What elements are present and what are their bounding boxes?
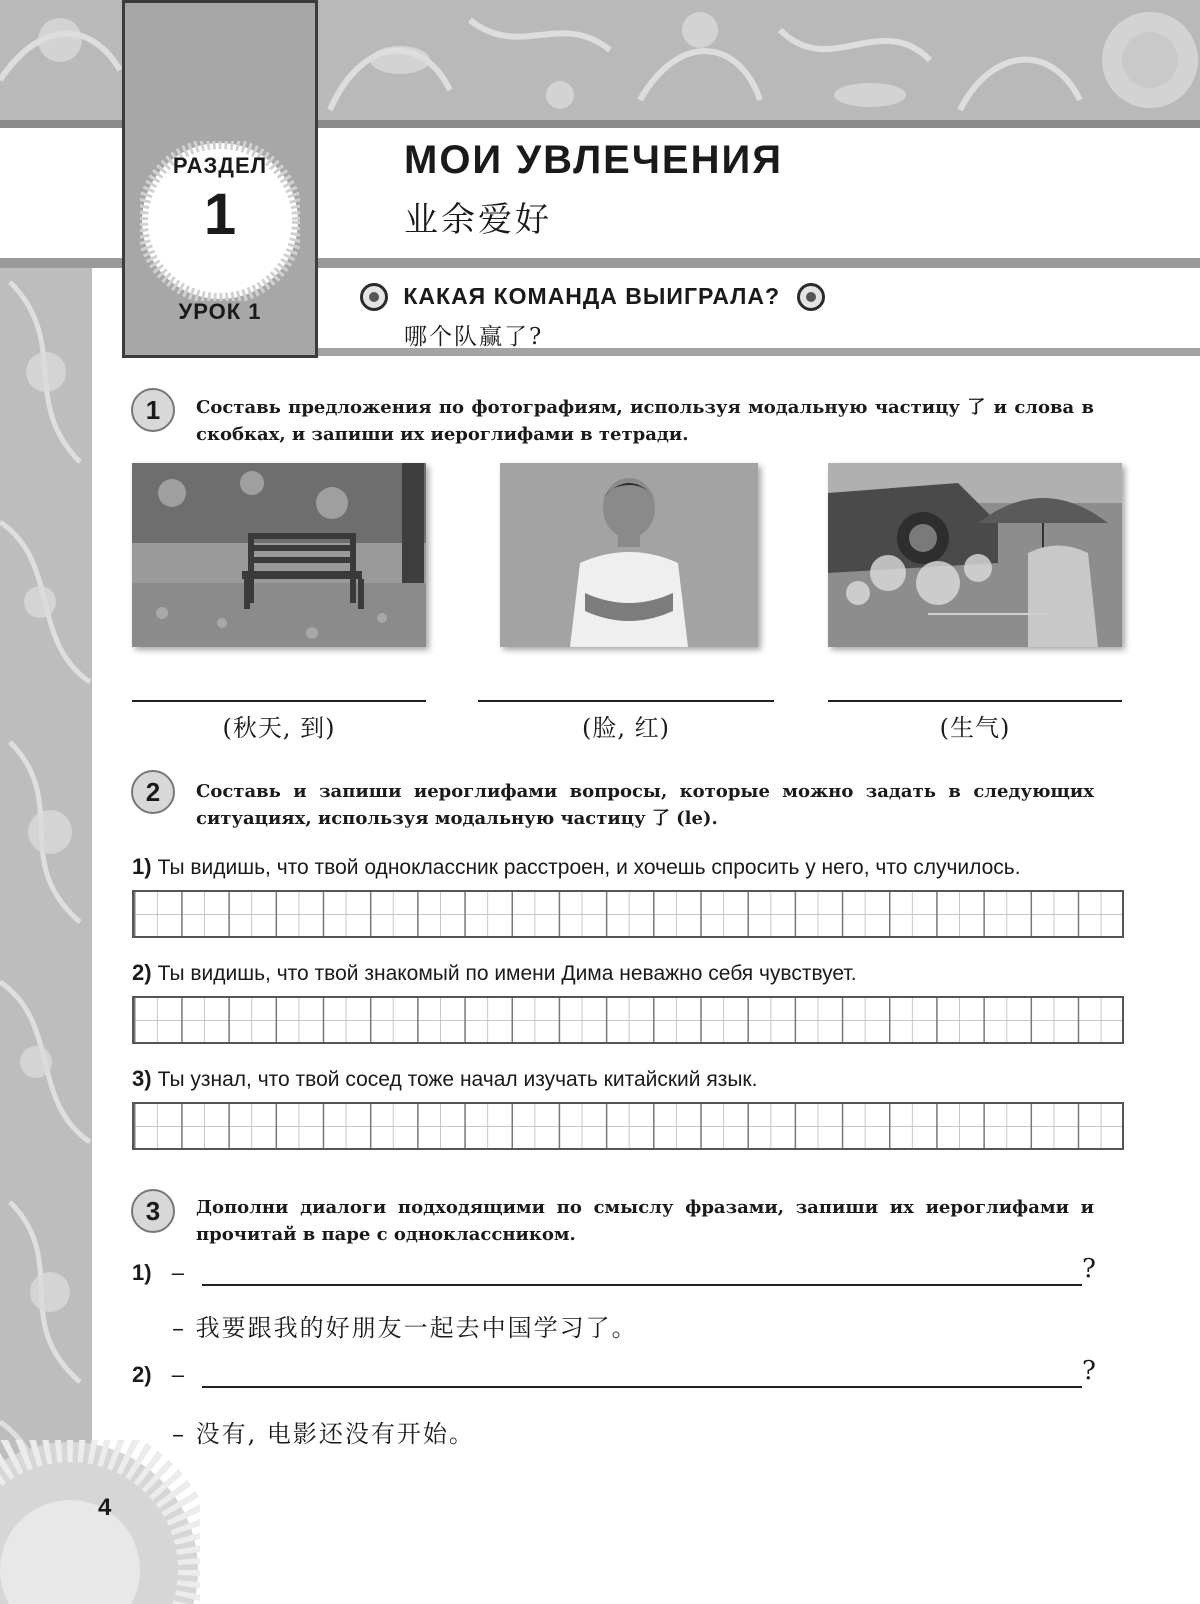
hint-2: (脸, 红) <box>582 714 670 742</box>
dialog-1-reply: – 我要跟我的好朋友一起去中国学习了。 <box>172 1314 638 1342</box>
question-3 <box>132 1066 757 1092</box>
question-1-text: Ты видишь, что твой одноклассник расстроен, и хочешь спросить у него, что случилось. <box>157 856 1021 879</box>
dialog-1-label <box>132 1260 184 1286</box>
writing-grid-1[interactable] <box>132 890 1124 938</box>
exercise-2-instructions: Составь и запиши иероглифами вопросы, которые можно задать в следующих ситуациях, используя модальную частицу 了 (le). <box>196 781 1094 829</box>
exercise-number-3: 3 <box>131 1189 175 1233</box>
question-3-text: Ты узнал, что твой сосед тоже начал изучать китайский язык. <box>157 1068 758 1091</box>
exercise-1-instructions: Составь предложения по фотографиям, используя модальную частицу 了 и слова в скобках, и запиши их иероглифами в тетради. <box>196 397 1094 445</box>
audio-disc-icon[interactable] <box>360 283 388 311</box>
exercise-number-2: 2 <box>131 770 175 814</box>
writing-grid-2[interactable] <box>132 996 1124 1044</box>
answer-line-2[interactable] <box>478 700 774 702</box>
lesson-label: УРОК 1 <box>178 299 262 324</box>
audio-disc-icon[interactable] <box>797 283 825 311</box>
exercise-number-1: 1 <box>131 388 175 432</box>
page-title: МОИ УВЛЕЧЕНИЯ <box>404 138 783 182</box>
question-1 <box>132 854 1021 880</box>
dialog-1-question-mark: ? <box>1082 1254 1096 1284</box>
lesson-title: КАКАЯ КОМАНДА ВЫИГРАЛА? <box>403 283 781 310</box>
lesson-title-chinese: 哪个队赢了? <box>404 324 544 350</box>
question-2-text: Ты видишь, что твой знакомый по имени Дима неважно себя чувствует. <box>157 962 857 985</box>
section-box <box>122 0 318 358</box>
answer-line-3[interactable] <box>828 700 1122 702</box>
question-2 <box>132 960 857 986</box>
hint-3: (生气) <box>939 714 1011 742</box>
left-ornament-band <box>0 262 92 1604</box>
dialog-2-label <box>132 1362 184 1388</box>
dialog-1-number: 1) <box>132 1260 152 1285</box>
corner-rosette-icon <box>0 1440 200 1604</box>
question-2-label: 2) <box>132 960 152 985</box>
section-number: 1 <box>203 182 237 247</box>
section-word: РАЗДЕЛ <box>172 153 268 178</box>
upset-boy-photo <box>500 463 758 647</box>
exercise-3-instructions: Дополни диалоги подходящими по смыслу фразами, запиши их иероглифами и прочитай в паре с одноклассником. <box>196 1197 1094 1245</box>
dialog-1-dash: – <box>171 1260 184 1285</box>
page-number: 4 <box>98 1494 112 1521</box>
rain-car-splash-photo <box>828 463 1122 647</box>
dialog-2-dash: – <box>171 1362 184 1387</box>
dialog-2-answer-line[interactable] <box>202 1386 1082 1388</box>
question-1-label: 1) <box>132 854 152 879</box>
question-3-label: 3) <box>132 1066 152 1091</box>
answer-line-1[interactable] <box>132 700 426 702</box>
dialog-2-reply: – 没有, 电影还没有开始。 <box>172 1420 475 1448</box>
writing-grid-3[interactable] <box>132 1102 1124 1150</box>
floral-ornament-icon <box>0 262 92 1604</box>
autumn-bench-photo <box>132 463 426 647</box>
dialog-2-question-mark: ? <box>1082 1356 1096 1386</box>
hint-1: (秋天, 到) <box>222 714 336 742</box>
dialog-2-number: 2) <box>132 1362 152 1387</box>
dialog-1-answer-line[interactable] <box>202 1284 1082 1286</box>
lesson-title-row <box>360 282 825 311</box>
page-title-chinese: 业余爱好 <box>404 200 552 240</box>
